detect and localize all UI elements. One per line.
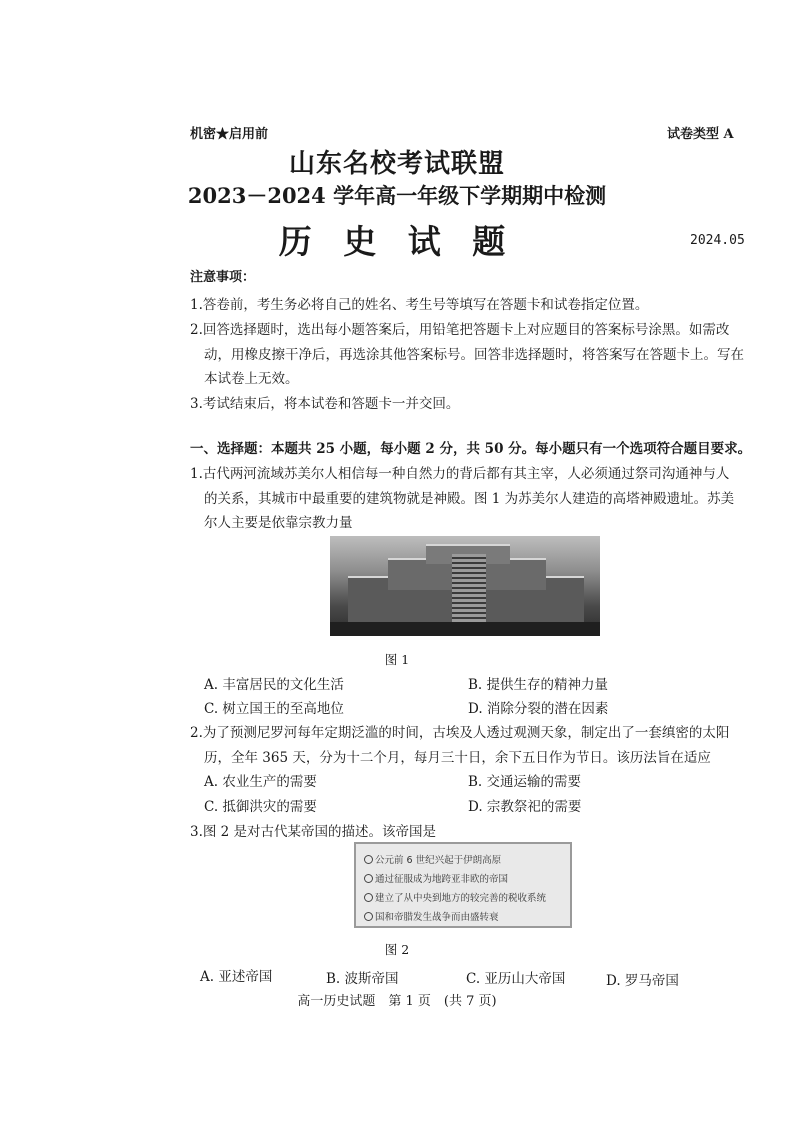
option-c: C. 树立国王的至高地位 (204, 701, 344, 717)
notice-item: 动，用橡皮擦干净后，再选涂其他答案标号。回答非选择题时，将答案写在答题卡上。写在 (204, 347, 744, 363)
question-3-text: 3.图 2 是对古代某帝国的描述。该帝国是 (190, 824, 437, 840)
notice-item: 本试卷上无效。 (204, 371, 299, 387)
notice-heading: 注意事项： (190, 270, 256, 285)
question-2-text: 历，全年 365 天，分为十二个月，每月三十日，余下五日作为节日。该历法旨在适应 (204, 750, 711, 766)
figure-2-item: 国和帝腊发生战争而由盛转衰 (375, 912, 499, 923)
option-b: B. 波斯帝国 (326, 971, 399, 987)
notice-item: 1.答卷前，考生务必将自己的姓名、考生号等填写在答题卡和试卷指定位置。 (190, 297, 649, 313)
option-a: A. 农业生产的需要 (204, 774, 317, 790)
bullet-icon (364, 893, 373, 902)
option-a: A. 亚述帝国 (200, 969, 273, 985)
subject-title: 历 史 试 题 (278, 222, 516, 261)
option-c: C. 亚历山大帝国 (466, 971, 566, 987)
question-1-text: 尔人主要是依靠宗教力量 (204, 515, 353, 531)
question-2-text: 2.为了预测尼罗河每年定期泛滥的时间，古埃及人透过观测天象，制定出了一套缜密的太阳 (190, 725, 730, 741)
bullet-icon (364, 912, 373, 921)
exam-date: 2024.05 (690, 233, 745, 248)
question-1-text: 1.古代两河流域苏美尔人相信每一种自然力的背后都有其主宰，人必须通过祭司沟通神与人 (190, 466, 730, 482)
option-b: B. 提供生存的精神力量 (468, 677, 609, 693)
notice-item: 2.回答选择题时，选出每小题答案后，用铅笔把答题卡上对应题目的答案标号涂黑。如需改 (190, 322, 730, 338)
figure-2-item: 通过征服成为地跨亚非欧的帝国 (375, 874, 509, 885)
confidential-label: 机密★启用前 (190, 127, 269, 142)
bullet-icon (364, 874, 373, 883)
exam-title: 2023－2024 学年高一年级下学期期中检测 (187, 183, 607, 208)
figure-1-caption: 图 1 (384, 652, 410, 667)
empire-description-card (354, 842, 572, 928)
option-a: A. 丰富居民的文化生活 (204, 677, 344, 693)
page-footer: 高一历史试题 第 1 页 (共 7 页) (297, 994, 497, 1009)
option-d: D. 宗教祭祀的需要 (468, 799, 582, 815)
figure-2-caption: 图 2 (384, 942, 410, 957)
notice-item: 3.考试结束后，将本试卷和答题卡一并交回。 (190, 396, 460, 412)
ziggurat-photo (330, 536, 600, 636)
option-c: C. 抵御洪灾的需要 (204, 799, 317, 815)
option-d: D. 罗马帝国 (606, 973, 679, 989)
paper-type-label: 试卷类型 A (667, 127, 734, 142)
figure-2-item: 建立了从中央到地方的较完善的税收系统 (375, 893, 547, 904)
bullet-icon (364, 855, 373, 864)
option-d: D. 消除分裂的潜在因素 (468, 701, 609, 717)
option-b: B. 交通运输的需要 (468, 774, 582, 790)
section-heading: 一、选择题：本题共 25 小题，每小题 2 分，共 50 分。每小题只有一个选项符合题目要求。 (190, 441, 752, 457)
figure-2-item: 公元前 6 世纪兴起于伊朗高原 (375, 855, 502, 866)
question-1-text: 的关系，其城市中最重要的建筑物就是神殿。图 1 为苏美尔人建造的高塔神殿遗址。苏美 (204, 491, 735, 507)
alliance-title: 山东名校考试联盟 (288, 149, 505, 179)
